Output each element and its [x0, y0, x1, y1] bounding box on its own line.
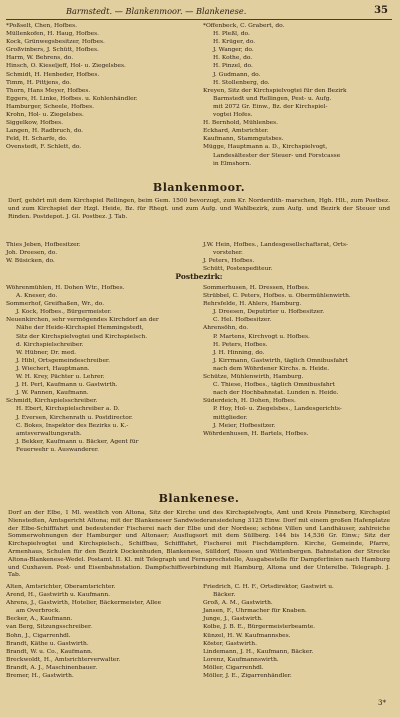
- directory-entry: Schütze, Mühlenwirth, Hamburg.: [203, 374, 304, 381]
- directory-entry: Krohn, Hol- u. Ziegelsbes.: [6, 112, 84, 119]
- directory-entry: J. Kock, Hofbes., Bürgermeister.: [16, 309, 112, 316]
- blankenmoor-intro: Dorf, gehört mit dem Kirchspiel Rellingen, beim Gem. 1500 bevorzugt, zum Kr. Norderdith- marschen, Hgh. Hlt., zum Postbez. und zum Kirchspiel der Hzgl. Heide, Bz. für Rhegt. und zum Aufg. und Wahlbezirk, zum Aufg. und Bezirk der Steuer und Rinden. Postdepot. J. Gl. Postbez. J. Tab.: [8, 198, 390, 220]
- directory-entry: Bremer, H., Gastwirth.: [6, 673, 74, 680]
- blankenese-right-column: [199, 583, 392, 693]
- directory-entry: J. Gudmann, do.: [213, 71, 261, 78]
- directory-entry: Künzel, H. W. Kaufmannsbes.: [203, 632, 291, 639]
- directory-entry: J. Wiechert, Hauptmann.: [16, 365, 90, 372]
- directory-entry: Strübbel, C. Peters, Hofbes. u. Obermühlenwirth.: [203, 293, 351, 300]
- directory-entry: Eggers, H. Linke, Hofbes. u. Kohlenhändler.: [6, 95, 138, 102]
- directory-entry: J. Kirrmann, Gastwirth, täglich Omnibusfahrt: [213, 357, 348, 364]
- top-section: [6, 22, 392, 167]
- directory-entry: J. H. Hinning, do.: [213, 349, 265, 356]
- directory-entry: *Offenbeck, C. Grabert, do.: [203, 23, 285, 29]
- directory-entry: Brandt, Käthe u. Gastwirth.: [6, 640, 89, 647]
- directory-entry: Harm, W. Behrens, do.: [6, 55, 74, 62]
- directory-entry: Breckwoldt, H., Amtsrichterverwalter.: [6, 656, 121, 663]
- directory-entry: Hinsch, O. Kieseljeff, Hol- u. Ziegelsbes.: [6, 63, 126, 70]
- directory-entry: J. Wanger, do.: [213, 47, 254, 54]
- directory-entry: Möller, Cigarrenhdl.: [203, 664, 264, 671]
- directory-entry: P. Hoy, Hol- u. Ziegelsbes., Landesgerichts-: [213, 406, 342, 413]
- directory-entry: H. Bernhold, Mühlenbes.: [203, 120, 278, 127]
- directory-entry: Bäcker.: [213, 592, 236, 599]
- directory-entry: Möller, J. E., Zigarrenhändler.: [203, 673, 292, 680]
- directory-entry: C. Hel. Hofbesitzer.: [213, 317, 272, 324]
- directory-page: [6, 4, 394, 709]
- directory-entry: Becker, A., Kaufmann.: [6, 616, 73, 623]
- directory-entry: Lorenz, Kaufmannswirth.: [203, 656, 279, 663]
- directory-entry: J. Bekker, Kaufmann u. Bäcker, Agent für: [16, 438, 139, 445]
- directory-entry: mittglieder.: [213, 414, 248, 421]
- directory-entry: Thies Jeben, Hofbesitzer.: [6, 242, 81, 248]
- directory-entry: Feld, H. Scharfe, do.: [6, 136, 68, 143]
- directory-entry: H. Pleßl, do.: [213, 31, 250, 38]
- directory-entry: Eckhard, Amtsrichter.: [203, 128, 269, 135]
- directory-entry: Jansen, F., Uhrmacher für Knaben.: [203, 608, 307, 615]
- directory-entry: nach der Hochbahnstat. Lunden n. Heide.: [213, 390, 339, 397]
- section-title-blankenmoor: Blankenmoor.: [152, 181, 246, 194]
- postbezirk-right-column: [199, 284, 392, 474]
- directory-entry: Timm, H. Pittjens, do.: [6, 79, 72, 86]
- directory-entry: P. Martens, Kirchvogt u. Hofbes.: [213, 333, 310, 340]
- top-right-column: [199, 22, 392, 167]
- directory-entry: J.W. Hein, Hofbes., Landesgesellschaftsrat, Orts-: [203, 242, 349, 248]
- directory-entry: Lindemann, J. H., Kaufmann, Bäcker.: [203, 648, 314, 655]
- page-header: [6, 6, 390, 18]
- directory-entry: Kock, Grünwegsbesitzer, Hofbes.: [6, 39, 105, 46]
- directory-entry: Junge, J., Gastwirth.: [203, 616, 263, 623]
- page-number: 35: [374, 5, 388, 16]
- directory-entry: Langen, H. Radbruch, do.: [6, 128, 84, 135]
- directory-entry: d. Kirchspielschreiber.: [16, 341, 84, 348]
- directory-entry: Rehrsfelde, H. Ahlers, Hamburg.: [203, 301, 302, 308]
- directory-entry: Schmidt, H. Henbeder, Hofbes.: [6, 71, 100, 78]
- directory-entry: Kaufmann, Stammgutsbes.: [203, 136, 284, 143]
- directory-entry: J. Eversen, Kirchenrath u. Postdirector.: [16, 414, 133, 421]
- directory-entry: C. Thiese, Hofbes., täglich Omnibusfahrt: [213, 382, 335, 389]
- blankenese-residents: [6, 583, 392, 693]
- directory-entry: Feuerwehr u. Auswanderer.: [16, 446, 99, 453]
- directory-entry: am Overbrock.: [16, 608, 61, 615]
- directory-entry: H. Kothe, do.: [213, 55, 253, 62]
- directory-entry: vorsteher.: [213, 250, 243, 257]
- directory-entry: Kreyen, Sitz der Kirchspielvogtei für den Bezirk: [203, 87, 347, 94]
- directory-entry: J. W. Pannen, Kaufmann.: [16, 390, 89, 397]
- directory-entry: W. Büsicken, do.: [6, 258, 55, 265]
- directory-entry: Kolbe, J. B. E., Bürgermeisterbeamte.: [203, 624, 316, 631]
- directory-entry: Brandt, W. u. Co., Kaufmann.: [6, 648, 93, 655]
- directory-entry: Brandt, A. J., Maschinenbauer.: [6, 664, 98, 671]
- directory-entry: *Poßselt, Chen, Hofbes.: [6, 23, 77, 29]
- directory-entry: H. Peters, Hofbes.: [213, 341, 268, 348]
- directory-entry: Ovenstedt, F. Schlett, do.: [6, 144, 82, 151]
- blankenese-intro: Dorf an der Elbe, 1 Ml. westlich von Altona, Sitz der Kirche und des Kirchspielvogts, Amt und Kreis Pinneberg, Kirchspiel Nienstedten, Amtsgericht Altona; mit der Blankeneser Sandwiederansiedelung 3125 Einw. Dorf mit einem großen Hafenplatze der Elbe-Schifffahrt und bedeutender Fischerei nach der Elbe und der Nordsee; schöne Villen und Landhäuser, zahlreiche Sommerwohnungen der Hamburger und Altonaer; Ausflugsort mit dem Süllberg. 144 bis 14,536 Gr. Einw.; Sitz der Kirchspielvogtei und Kirchspielsch., Schiffbau, Schifffahrt, Fischerei mit Fischdampfern. Kirche, Gemeinde, Pfarre, Armenhaus, Schulen für den Bezirk Dockenhuden, Blankenese, Sülldorf, Rissen und Wittenbergen. Bahnstation der Strecke Altona-Blankenese-Wedel. Postamt. II. Kl. mit Telegraph und Fernsprechstelle, Ausgabestelle für Dampferlinien nach Hamburg und Cuxhaven. Post- und Eisenbahnstation. Dampfschiffsverbindung mit Hamburg, Altona und der Unterelbe. Telegraph. J. Tab.: [8, 510, 390, 579]
- blankenmoor-right-column: [199, 241, 392, 271]
- directory-entry: amtsverwaltungsrath.: [16, 430, 82, 437]
- directory-entry: Schütt, Postexpediteur.: [203, 266, 273, 273]
- directory-entry: Mügge, Hauptmann a. D., Kirchspielvogt,: [203, 144, 328, 151]
- section-title-postbezirk: Postbezirk:: [175, 272, 223, 281]
- directory-entry: nach dem Wöhrdener Kirchs. n. Heide.: [213, 365, 330, 372]
- section-title-blankenese: Blankenese.: [158, 492, 240, 505]
- directory-entry: Hamburger, Scheele, Hofbes.: [6, 103, 95, 110]
- directory-entry: Sitz der Kirchspielvogtei und Kirchspielsch.: [16, 333, 148, 340]
- directory-entry: Sommerhusen, H. Dressen, Hofbes.: [203, 285, 310, 291]
- directory-entry: A. Kneser, do.: [16, 293, 58, 300]
- directory-entry: van Berg, Sitzungsschreiber.: [6, 624, 93, 631]
- postbezirk-left-column: [6, 284, 199, 474]
- blankenese-left-column: [6, 583, 199, 693]
- directory-entry: vogtei Hofes.: [213, 112, 253, 119]
- directory-entry: H. Krüger, do.: [213, 39, 256, 46]
- directory-entry: Alten, Amtsrichter, Oberamtsrichter.: [6, 584, 116, 590]
- directory-entry: J. Hibl, Ortsgemeindeschreiber.: [16, 357, 110, 364]
- directory-entry: H. Stollenberg, do.: [213, 79, 270, 86]
- directory-entry: Arend, H., Gastwirth u. Kaufmann.: [6, 592, 110, 599]
- blankenmoor-left-column: [6, 241, 199, 271]
- directory-entry: Groß, A. M., Gastwirth.: [203, 600, 273, 607]
- directory-entry: Großvinbers, J. Schütt, Hofbes.: [6, 47, 99, 54]
- directory-entry: Siggelkow, Hofbes.: [6, 120, 64, 127]
- signature-mark: 3*: [378, 699, 386, 707]
- top-left-column: [6, 22, 199, 158]
- directory-entry: H. Pinzel, do.: [213, 63, 253, 70]
- directory-entry: W. Hübner, Dr. med.: [16, 349, 77, 356]
- directory-entry: Ahrens, J., Gastwirth, Hotelier, Bäckermeister, Allee: [6, 600, 162, 607]
- postbezirk-section: [6, 284, 392, 474]
- directory-entry: Wöhrdenhusen, H. Bartels, Hofbes.: [203, 430, 309, 437]
- blankenmoor-residents: [6, 241, 392, 271]
- directory-entry: C. Bokes, Inspektor des Bezirks u. K.-: [16, 422, 129, 429]
- directory-entry: Süderdeich, H. Dohen, Hofbes.: [203, 398, 296, 405]
- directory-entry: Ahrensöhn, do.: [203, 325, 249, 332]
- directory-entry: W. H. Krey, Pächter u. Lehrer.: [16, 374, 105, 381]
- directory-entry: Wöhrenmühlen, H. Dohen Wtr., Hofbes.: [6, 285, 125, 291]
- directory-entry: Müllenkofen, H. Haug, Hofbes.: [6, 31, 100, 38]
- directory-entry: Friedrich, C. H. F., Ortsdirektor, Gastwirt u.: [203, 584, 334, 590]
- directory-entry: Sommerhof, Greifhaßen, Wr., do.: [6, 301, 105, 308]
- directory-entry: J. Dreesen, Deputirter u. Hofbesitzer.: [213, 309, 325, 316]
- running-title: Barmstedt. — Blankenmoor. — Blankenese.: [66, 6, 247, 16]
- directory-entry: J. H. Perl, Kaufmann u. Gastwirth.: [16, 382, 118, 389]
- directory-entry: Neuenkirchen, sehr vermögendes Kirchdorf an der: [6, 317, 159, 324]
- directory-entry: J. Peters, Hofbes.: [203, 258, 255, 265]
- directory-entry: Thorn, Hans Meyer, Hofbes.: [6, 87, 91, 94]
- directory-entry: Barmstedt und Rellingen, Pest- u. Aufg.: [213, 95, 332, 102]
- directory-entry: Landesältester der Steuer- und Forstcasse: [213, 152, 341, 159]
- header-rule: [6, 19, 392, 20]
- directory-entry: Nähe der Heide-Kirchspiel Hemmingstedt,: [16, 325, 144, 332]
- directory-entry: Köster, Gastwirth.: [203, 640, 257, 647]
- directory-entry: in Elmshorn.: [213, 160, 252, 167]
- directory-entry: Schmidt, Kirchspielsschreiber.: [6, 398, 98, 405]
- directory-entry: mit 2072 Gr. Einw., Bz. der Kirchspiel-: [213, 103, 328, 110]
- directory-entry: Joh. Dreesen, do.: [6, 250, 58, 257]
- directory-entry: H. Ebert, Kirchspielschreiber a. D.: [16, 406, 120, 413]
- directory-entry: Bohn, J., Cigarrenhdl.: [6, 632, 71, 639]
- directory-entry: J. Meier, Hofbesitzer.: [213, 422, 276, 429]
